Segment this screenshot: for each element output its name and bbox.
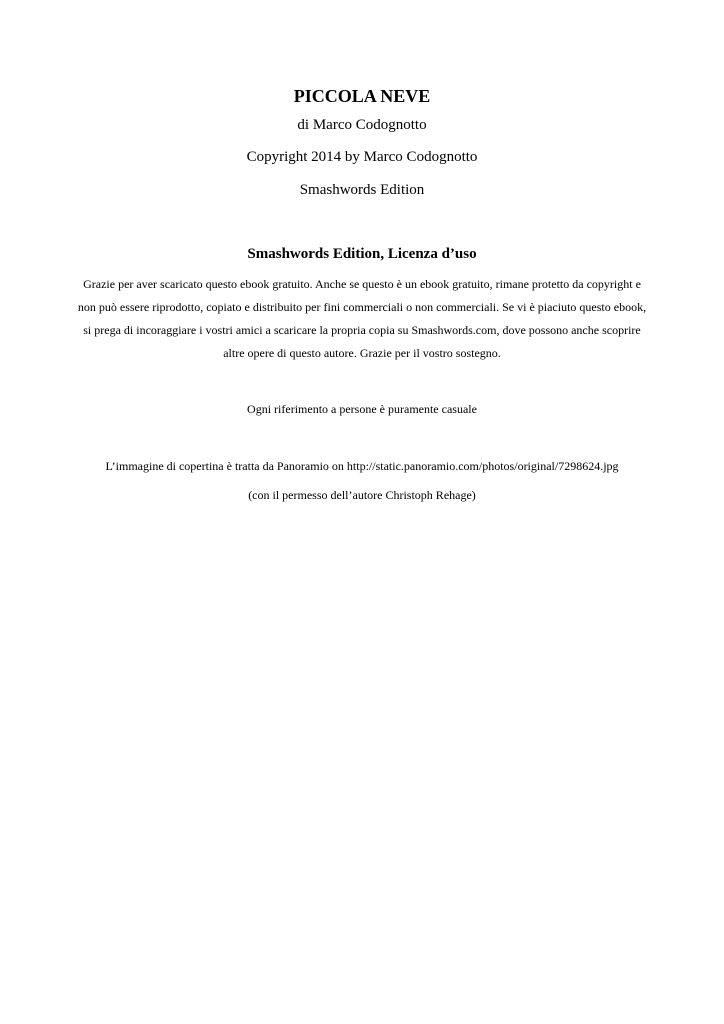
edition-line: Smashwords Edition [299, 182, 425, 198]
license-line: Grazie per aver scaricato questo ebook gratuito. Anche se questo è un ebook gratuito, rimane protetto da copyright e [83, 277, 641, 291]
book-title: PICCOLA NEVE [293, 86, 431, 106]
license-line: si prega di incoraggiare i vostri amici a scaricare la propria copia su Smashwords.com, dove possono anche scoprire [83, 323, 641, 337]
copyright-line: Copyright 2014 by Marco Codognotto [246, 149, 478, 165]
license-line: altre opere di questo autore. Grazie per il vostro sostegno. [223, 346, 501, 360]
author-line: di Marco Codognotto [297, 117, 427, 133]
cover-credit-text: L’immagine di copertina è tratta da Panoramio on http://static.panoramio.com/photos/original/7298624.jpg [105, 459, 619, 473]
license-paragraph [60, 273, 664, 365]
license-heading: Smashwords Edition, Licenza d’uso [247, 246, 477, 262]
license-line: non può essere riprodotto, copiato e distribuito per fini commerciali o non commerciali. Se vi è piaciuto questo ebook, [77, 300, 647, 314]
disclaimer-text: Ogni riferimento a persone è puramente casuale [247, 402, 477, 416]
cover-permission-text: (con il permesso dell’autore Christoph Rehage) [248, 488, 476, 502]
